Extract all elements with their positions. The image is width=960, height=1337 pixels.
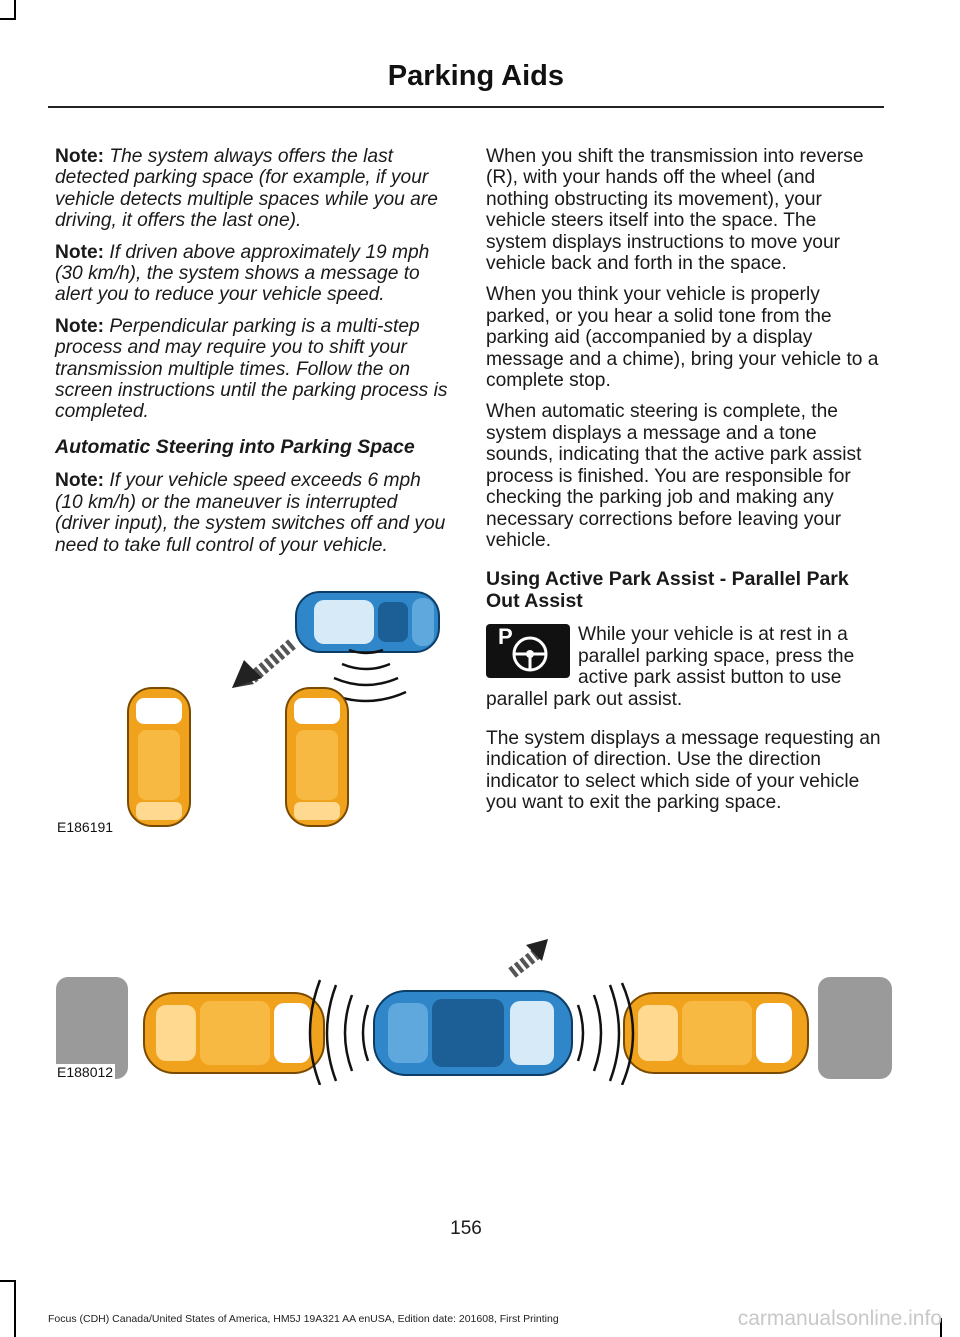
page-title: Parking Aids bbox=[387, 60, 564, 92]
steering-wheel-icon bbox=[486, 624, 570, 678]
orange-car bbox=[286, 688, 348, 826]
crop-mark bbox=[14, 0, 16, 20]
arrow-icon bbox=[512, 939, 548, 973]
right-column bbox=[486, 146, 882, 824]
figure-code: E188012 bbox=[57, 1064, 114, 1080]
note-paragraph: Note: If your vehicle speed exceeds 6 mph (10 km/h) or the maneuver is interrupted (driver input), the system switches off and you need to take full control of your vehicle. bbox=[55, 470, 446, 556]
left-column bbox=[55, 146, 450, 566]
crop-mark bbox=[0, 1280, 16, 1282]
note-paragraph: Note: Perpendicular parking is a multi-step process and may require you to shift your transmission multiple times. Follow the on screen instructions until the parking process is completed. bbox=[55, 315, 448, 423]
watermark: carmanualsonline.info bbox=[737, 1307, 942, 1330]
figure-code: E186191 bbox=[57, 819, 114, 835]
orange-car bbox=[144, 993, 324, 1073]
page-number: 156 bbox=[450, 1218, 482, 1239]
icon-paragraph-text: While your vehicle is at rest in a parallel parking space, press the active park assist button to use parallel park out assist. bbox=[486, 624, 855, 710]
orange-car bbox=[128, 688, 190, 826]
active-park-assist-icon bbox=[486, 624, 570, 678]
blue-car bbox=[296, 592, 439, 652]
note-paragraph: Note: The system always offers the last detected parking space (for example, if your vehicle detects multiple spaces while you are driving, it offers the last one). bbox=[55, 146, 438, 232]
icon-paragraph bbox=[486, 624, 882, 710]
parallel-park-out-figure bbox=[56, 935, 892, 1085]
orange-car bbox=[624, 993, 808, 1073]
body-paragraph: When automatic steering is complete, the system displays a message and a tone sounds, indicating that the active park assist process is finished. You are responsible for checking the parking job and making any necessary corrections before leaving your vehicle. bbox=[486, 401, 862, 551]
perpendicular-parking-figure bbox=[56, 580, 456, 840]
body-paragraph: When you think your vehicle is properly parked, or you hear a solid tone from the parking aid (accompanied by a display message and a chime), bring your vehicle to a complete stop. bbox=[486, 284, 879, 392]
footer-text: Focus (CDH) Canada/United States of America, HM5J 19A321 AA enUSA, Edition date: 201608, First Printing bbox=[48, 1313, 559, 1325]
section-heading: Automatic Steering into Parking Space bbox=[55, 435, 415, 458]
body-paragraph: The system displays a message requesting an indication of direction. Use the direction indicator to select which side of your vehicle you want to exit the parking space. bbox=[486, 727, 881, 814]
arrow-icon bbox=[232, 642, 292, 688]
header-rule bbox=[48, 106, 884, 108]
icon-letter: P bbox=[498, 624, 513, 650]
blue-car bbox=[374, 991, 572, 1075]
body-paragraph: When you shift the transmission into reverse (R), with your hands off the wheel (and nothing obstructing its movement), your vehicle steers itself into the space. The system displays instructions to move your vehicle back and forth in the space. bbox=[486, 146, 864, 275]
curb-block bbox=[818, 977, 892, 1079]
section-heading: Using Active Park Assist - Parallel Park Out Assist bbox=[486, 568, 849, 612]
note-paragraph: Note: If driven above approximately 19 mph (30 km/h), the system shows a message to alert you to reduce your vehicle speed. bbox=[55, 241, 430, 306]
crop-mark bbox=[0, 18, 16, 20]
crop-mark bbox=[14, 1280, 16, 1337]
